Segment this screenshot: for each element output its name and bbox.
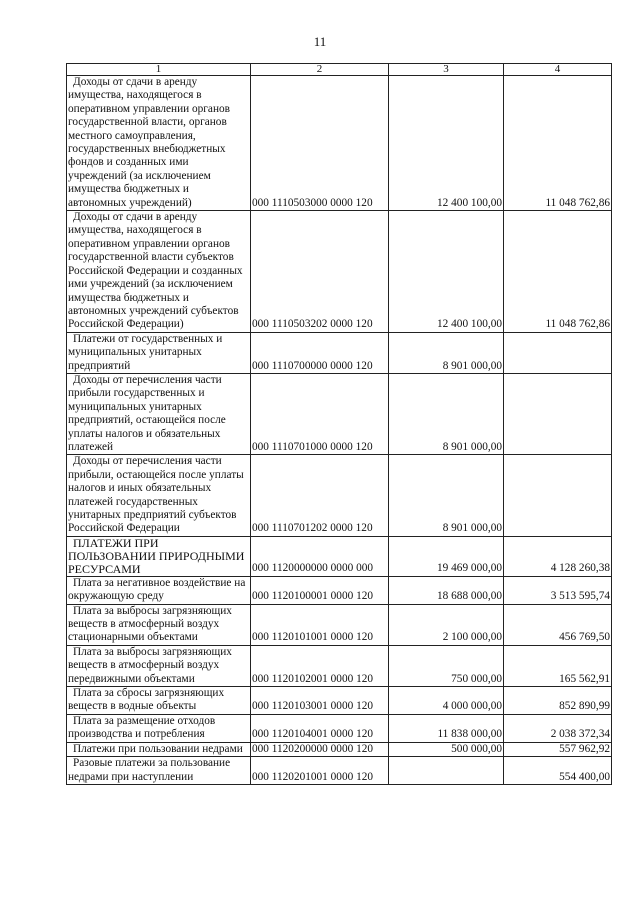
table-row	[67, 576, 612, 604]
row-name: Доходы от перечисления части прибыли государственных и муниципальных унитарных предприятий, остающейся после уплаты налогов и обязательных платежей	[67, 373, 251, 454]
row-code: 000 1120103001 0000 120	[251, 687, 389, 715]
row-plan: 8 901 000,00	[389, 455, 504, 536]
row-fact: 456 769,50	[504, 604, 612, 645]
row-plan: 8 901 000,00	[389, 373, 504, 454]
table-row	[67, 757, 612, 785]
row-code: 000 1110503202 0000 120	[251, 211, 389, 333]
revenue-table	[66, 63, 612, 785]
row-name: Плата за негативное воздействие на окружающую среду	[67, 576, 251, 604]
row-name: Доходы от перечисления части прибыли, остающейся после уплаты налогов и иных обязательных платежей государственных унитарных предприятий субъектов Российской Федерации	[67, 455, 251, 536]
table-row	[67, 687, 612, 715]
row-fact: 852 890,99	[504, 687, 612, 715]
row-code: 000 1120100001 0000 120	[251, 576, 389, 604]
table-row	[67, 76, 612, 211]
row-name: ПЛАТЕЖИ ПРИ ПОЛЬЗОВАНИИ ПРИРОДНЫМИ РЕСУРСАМИ	[67, 536, 251, 576]
table-row	[67, 714, 612, 742]
row-plan: 12 400 100,00	[389, 76, 504, 211]
row-plan: 18 688 000,00	[389, 576, 504, 604]
row-name: Плата за сбросы загрязняющих веществ в водные объекты	[67, 687, 251, 715]
row-name: Плата за выбросы загрязняющих веществ в атмосферный воздух стационарными объектами	[67, 604, 251, 645]
row-plan: 8 901 000,00	[389, 332, 504, 373]
row-plan	[389, 757, 504, 785]
row-name: Разовые платежи за пользование недрами при наступлении	[67, 757, 251, 785]
column-header: 4	[504, 64, 612, 76]
column-header: 2	[251, 64, 389, 76]
table-row	[67, 645, 612, 686]
row-name: Доходы от сдачи в аренду имущества, находящегося в оперативном управлении органов государственной власти, органов местного самоуправления, государственных внебюджетных фондов и созданных ими учреждений (за исключением имущества бюджетных и автономных учреждений)	[67, 76, 251, 211]
row-fact: 11 048 762,86	[504, 76, 612, 211]
table-row	[67, 211, 612, 333]
row-fact	[504, 332, 612, 373]
row-plan: 2 100 000,00	[389, 604, 504, 645]
row-code: 000 1120201001 0000 120	[251, 757, 389, 785]
table-row	[67, 536, 612, 576]
row-plan: 11 838 000,00	[389, 714, 504, 742]
row-fact	[504, 455, 612, 536]
column-header: 3	[389, 64, 504, 76]
row-code: 000 1120102001 0000 120	[251, 645, 389, 686]
row-code: 000 1120200000 0000 120	[251, 742, 389, 756]
row-name: Плата за размещение отходов производства и потребления	[67, 714, 251, 742]
row-fact: 3 513 595,74	[504, 576, 612, 604]
row-fact: 557 962,92	[504, 742, 612, 756]
row-plan: 19 469 000,00	[389, 536, 504, 576]
row-name: Плата за выбросы загрязняющих веществ в атмосферный воздух передвижными объектами	[67, 645, 251, 686]
row-code: 000 1110700000 0000 120	[251, 332, 389, 373]
row-fact: 4 128 260,38	[504, 536, 612, 576]
row-fact: 554 400,00	[504, 757, 612, 785]
row-fact: 2 038 372,34	[504, 714, 612, 742]
page-number: 11	[313, 34, 327, 49]
row-code: 000 1110701000 0000 120	[251, 373, 389, 454]
row-plan: 500 000,00	[389, 742, 504, 756]
row-fact	[504, 373, 612, 454]
row-plan: 12 400 100,00	[389, 211, 504, 333]
row-fact: 11 048 762,86	[504, 211, 612, 333]
row-name: Доходы от сдачи в аренду имущества, находящегося в оперативном управлении органов государственной власти субъектов Российской Федерации и созданных ими учреждений (за исключением имущества бюджетных и автономных учреждений субъектов Российской Федерации)	[67, 211, 251, 333]
row-name: Платежи при пользовании недрами	[67, 742, 251, 756]
table-row	[67, 332, 612, 373]
table-row	[67, 604, 612, 645]
row-fact: 165 562,91	[504, 645, 612, 686]
row-code: 000 1120000000 0000 000	[251, 536, 389, 576]
row-plan: 4 000 000,00	[389, 687, 504, 715]
row-plan: 750 000,00	[389, 645, 504, 686]
row-code: 000 1120101001 0000 120	[251, 604, 389, 645]
row-code: 000 1110701202 0000 120	[251, 455, 389, 536]
table-row	[67, 373, 612, 454]
table-row	[67, 742, 612, 756]
row-code: 000 1110503000 0000 120	[251, 76, 389, 211]
table-header-row	[67, 64, 612, 76]
row-code: 000 1120104001 0000 120	[251, 714, 389, 742]
table-row	[67, 455, 612, 536]
column-header: 1	[67, 64, 251, 76]
row-name: Платежи от государственных и муниципальных унитарных предприятий	[67, 332, 251, 373]
